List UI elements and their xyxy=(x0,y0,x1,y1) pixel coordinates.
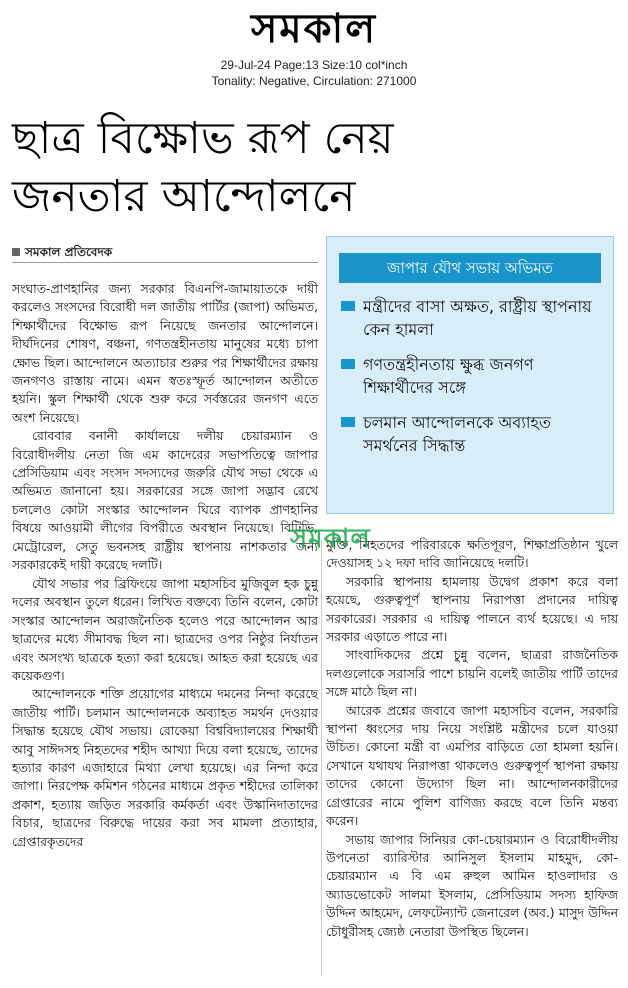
highlight-item-text: মন্ত্রীদের বাসা অক্ষত, রাষ্ট্রীয় স্থাপনায় কেন হামলা xyxy=(363,297,592,339)
highlight-item-text: গণতন্ত্রহীনতায় ক্ষুব্ধ জনগণ শিক্ষার্থীদের সঙ্গে xyxy=(363,355,534,397)
byline xyxy=(12,244,112,264)
article-column-1-bottom xyxy=(12,575,318,851)
highlight-item xyxy=(341,353,601,399)
byline-divider xyxy=(12,262,318,263)
clipping-meta-date: 29-Jul-24 Page:13 Size:10 col*inch xyxy=(220,58,408,72)
paragraph: যৌথ সভার পর ব্রিফিংয়ে জাপা মহাসচিব মুজিবুল হক চুন্নু দলের অবস্থান তুলে ধরেন। লিখিত বক্তব্যে তিনি বলেন, কোটা সংস্কার আন্দোলন অরাজনৈতিক হলেও পরে আন্দোলন আর ছাত্রদের মধ্যে সীমাবদ্ধ ছিল না। ছাত্রদের ওপর নিষ্ঠুর নির্যাতন এবং অসংখ্য ছাত্রকে হত্যা করা হয়েছে। আহত করা হয়েছে এর কয়েকগুণ। xyxy=(12,576,318,684)
highlight-item-text: চলমান আন্দোলনকে অব্যাহত সমর্থনের সিদ্ধান্ত xyxy=(363,413,551,455)
paragraph: আরেক প্রশ্নের জবাবে জাপা মহাসচিব বলেন, সরকারি স্থাপনা ধ্বংসের দায় নিয়ে সংশ্লিষ্ট মন্ত্রীদের চলে যাওয়া উচিত। কোনো মন্ত্রী বা এমপির বাড়িতে তো হামলা হয়নি। সেখানে যথাযথ নিরাপত্তা থাকলেও গুরুত্বপূর্ণ স্থাপনা রক্ষায় তাদের কোনো উদ্যোগ ছিল না। আন্দোলনকারীদের গ্রেপ্তারের নামে পুলিশ বাণিজ্য করছে বলে তিনি মন্তব্য করেন। xyxy=(326,702,618,829)
byline-text: সমকাল প্রতিবেদক xyxy=(25,245,113,259)
paragraph: সভায় জাপার সিনিয়র কো-চেয়ারম্যান ও বিরোধীদলীয় উপনেতা ব্যারিস্টার আনিসুল ইসলাম মাহমুদ, কো-চেয়ারম্যান এ বি এম রুহুল আমিন হাওলাদার ও অ্যাডভোকেট সালমা ইসলাম, প্রেসিডিয়াম সদস্য হাফিজ উদ্দিন আহমেদ, লেফটেন্যান্ট জেনারেল (অব.) মাসুদ উদ্দিন চৌধুরীসহ জ্যেষ্ঠ নেতারা উপস্থিত ছিলেন। xyxy=(326,831,618,939)
square-bullet-icon xyxy=(341,359,355,369)
highlight-box xyxy=(326,236,614,514)
byline-square-icon xyxy=(12,248,20,256)
paragraph: সংঘাত-প্রাণহানির জন্য সরকার বিএনপি-জামায়াতকে দায়ী করলেও সংসদের বিরোধী দল জাতীয় পার্টির (জাপা) অভিমত, শিক্ষার্থীদের বিক্ষোভ রূপ নিয়েছে জনতার আন্দোলনে। দীর্ঘদিনের শোষণ, বঞ্চনা, গণতন্ত্রহীনতায় মানুষের মধ্যে চাপা ক্ষোভ ছিল। আন্দোলনে অত্যাচার শুরুর পর শিক্ষার্থীদের রক্ষায় জনগণও রাস্তায় নামে। এমন স্বতঃস্ফূর্ত আন্দোলন অতীতে হয়নি। স্কুল শিক্ষার্থী থেকে শুরু করে সর্বস্তরের জনগণ এতে অংশ নিয়েছে। xyxy=(12,281,318,425)
square-bullet-icon xyxy=(341,301,355,311)
clipping-meta-tonality: Tonality: Negative, Circulation: 271000 xyxy=(211,74,417,88)
paragraph: আন্দোলনকে শক্তি প্রয়োগের মাধ্যমে দমনের নিন্দা করেছে জাতীয় পার্টি। চলমান আন্দোলনকে অব্যাহত সমর্থন দেওয়ার সিদ্ধান্ত হয়েছে যৌথ সভায়। রোকেয়া বিশ্ববিদ্যালয়ের শিক্ষার্থী আবু সাঈদসহ নিহতদের শহীদ আখ্যা দিয়ে বলা হয়েছে, তাদের হত্যার কারণ এজাহারে মিথ্যা লেখা হয়েছে। এর নিন্দা করে জাপা। নিরপেক্ষ কমিশন গঠনের মাধ্যমে প্রকৃত শহীদের তালিকা প্রকাশ, হত্যায় জড়িত সরকারি কর্মকর্তা এবং উস্কানিদাতাদের বিচার, ছাত্রদের বিরুদ্ধে দায়ের করা সব মামলা প্রত্যাহার, গ্রেপ্তারকৃতদের xyxy=(12,686,318,849)
highlight-item xyxy=(341,295,601,341)
watermark-logo: সমকাল xyxy=(290,524,371,554)
article-column-2 xyxy=(326,536,618,941)
paragraph: সাংবাদিকদের প্রশ্নে চুন্নু বলেন, ছাত্ররা রাজনৈতিক দলগুলোকে সরাসরি পাশে চায়নি বলেই জাতীয় পার্টি তাদের সঙ্গে মাঠে ছিল না। xyxy=(326,647,618,700)
headline-line-2: জনতার আন্দোলনে xyxy=(12,171,356,222)
headline xyxy=(12,110,612,226)
column-divider xyxy=(321,540,322,976)
article-column-1-top xyxy=(12,280,318,575)
newspaper-logo: সমকাল xyxy=(250,5,378,52)
masthead xyxy=(0,4,628,54)
headline-line-1: ছাত্র বিক্ষোভ রূপ নেয় xyxy=(12,113,394,164)
paragraph: রোববার বনানী কার্যালয়ে দলীয় চেয়ারম্যান ও বিরোধীদলীয় নেতা জি এম কাদেরের সভাপতিত্বে জাপার প্রেসিডিয়াম এবং সংসদ সদস্যদের জরুরি যৌথ সভা থেকে এ অভিমত জানানো হয়। সরকারের সঙ্গে জাপা সদ্ভাব রেখে চললেও কোটা সংস্কার আন্দোলন ঘিরে ব্যাপক প্রাণহানির বিষয়ে আওয়ামী লীগের বিপরীতে অবস্থান নিয়েছে। বিটিভি, মেট্রোরেল, সেতু ভবনসহ রাষ্ট্রীয় স্থাপনায় নাশকতার জন্য সরকারকেই দায়ী করেছে দলটি। xyxy=(12,428,318,573)
highlight-title: জাপার যৌথ সভায় অভিমত xyxy=(339,253,601,283)
square-bullet-icon xyxy=(341,417,355,427)
highlight-item xyxy=(341,411,601,457)
paragraph: মুক্তি, নিহতদের পরিবারকে ক্ষতিপূরণ, শিক্ষাপ্রতিষ্ঠান খুলে দেওয়াসহ ১২ দফা দাবি জানিয়েছে দলটি। xyxy=(326,537,618,571)
paragraph: সরকারি স্থাপনায় হামলায় উদ্বেগ প্রকাশ করে বলা হয়েছে, গুরুত্বপূর্ণ স্থাপনায় নিরাপত্তা প্রদানের দায়িত্ব সরকারের। সরকার এ দায়িত্ব পালনে ব্যর্থ হয়েছে। এ দায় সরকার এড়াতে পারে না। xyxy=(326,573,618,645)
